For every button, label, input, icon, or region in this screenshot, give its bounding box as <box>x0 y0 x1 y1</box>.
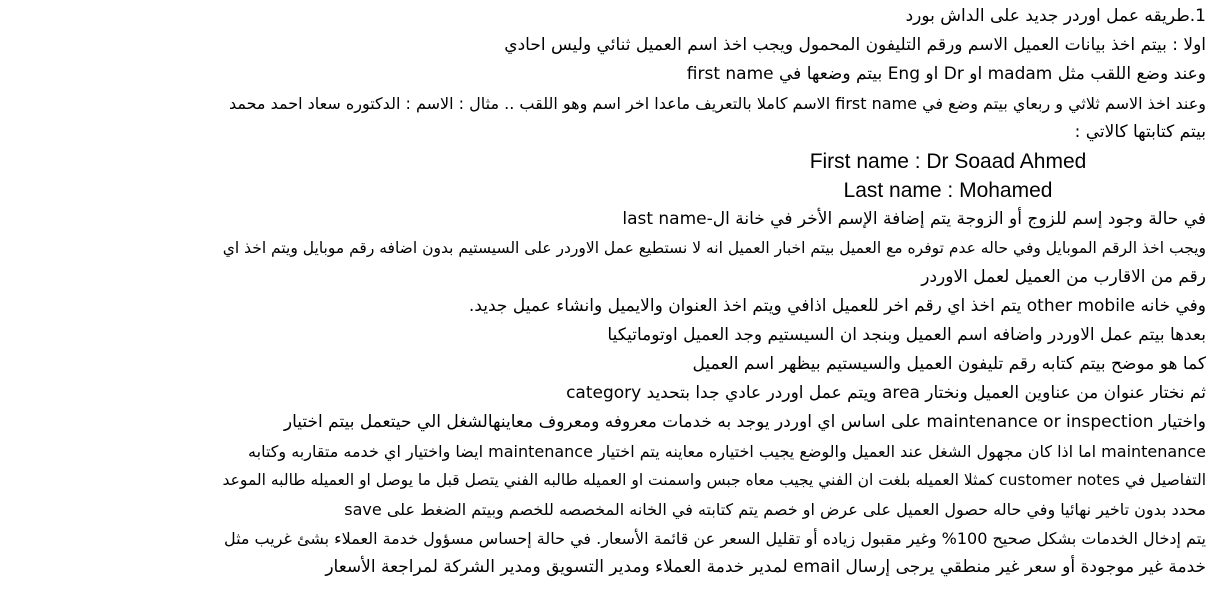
doc-line: وفي خانه other mobile يتم اخذ اي رقم اخر للعميل اذافي ويتم اخذ العنوان والايميل وانشاء عميل جديد. <box>468 296 1206 316</box>
doc-line-example-last-name: Last name : Mohamed <box>843 179 1053 202</box>
doc-line: ويجب اخذ الرقم الموبايل وفي حاله عدم توفره مع العميل بيتم اخبار العميل انه لا نستطيع عمل الاوردر على السيستيم بدون اضافه رقم موبايل ويتم اخذ اي <box>222 239 1206 257</box>
doc-line-title: 1.طريقه عمل اوردر جديد على الداش بورد <box>905 6 1206 26</box>
document-body <box>40 2 1206 582</box>
doc-line: رقم من الاقارب من العميل لعمل الاوردر <box>921 267 1206 287</box>
doc-line: واختيار maintenance or inspection على اساس اي اوردر يوجد به خدمات معروفه ومعروف معاينهالشغل الي حيتعمل بيتم اختيار <box>283 412 1206 432</box>
doc-line: بعدها بيتم عمل الاوردر واضافه اسم العميل وبنجد ان السيستيم وجد العميل اوتوماتيكيا <box>607 325 1206 345</box>
doc-line-example-first-name: First name : Dr Soaad Ahmed <box>809 150 1087 173</box>
doc-line: التفاصيل في customer notes كمثلا العميله بلغت ان الفني يجيب معاه جبس واسمنت او العميله طالبه الفني يتصل قبل ما يوصل او العميله طالبه الموعد <box>222 471 1206 489</box>
doc-line: محدد بدون تاخير نهائيا وفي حاله حصول العميل على عرض او خصم يتم كتابته في الخانه المخصصه للخصم وبيتم الضغط على save <box>344 500 1206 519</box>
doc-line: خدمة غير موجودة أو سعر غير منطقي يرجى إرسال email لمدير خدمة العملاء ومدير التسويق ومدير الشركة لمراجعة الأسعار <box>325 557 1206 577</box>
doc-line: بيتم كتابتها كالاتي : <box>1074 122 1206 142</box>
doc-line: ثم نختار عنوان من عناوين العميل ونختار area ويتم عمل اوردر عادي جدا بتحديد category <box>566 383 1206 403</box>
doc-line: اولا : بيتم اخذ بيانات العميل الاسم ورقم التليفون المحمول ويجب اخذ اسم العميل ثنائي وليس احادي <box>504 35 1206 55</box>
doc-line: في حالة وجود إسم للزوج أو الزوجة يتم إضافة الإسم الأخر في خانة ال-last name <box>622 209 1206 229</box>
doc-line: maintenance اما اذا كان مجهول الشغل عند العميل والوضع يجيب اختياره معاينه يتم اختيار maintenance ايضا واختيار اي خدمه متقاربه وكتابه <box>248 442 1206 461</box>
doc-line: كما هو موضح بيتم كتابه رقم تليفون العميل والسيستيم بيظهر اسم العميل <box>692 354 1206 374</box>
doc-line: يتم إدخال الخدمات بشكل صحيح 100% وغير مقبول زياده أو تقليل السعر عن قائمة الأسعار. في حالة إحساس مسؤول خدمة العملاء بشئ غريب مثل <box>223 529 1206 548</box>
doc-line: وعند وضع اللقب مثل madam او Dr او Eng بيتم وضعها في first name <box>686 64 1206 84</box>
doc-line: وعند اخذ الاسم ثلاثي و ربعاي بيتم وضع في first name الاسم كاملا بالتعريف ماعدا اخر اسم وهو اللقب .. مثال : الاسم : الدكتوره سعاد احمد محمد <box>228 94 1206 113</box>
